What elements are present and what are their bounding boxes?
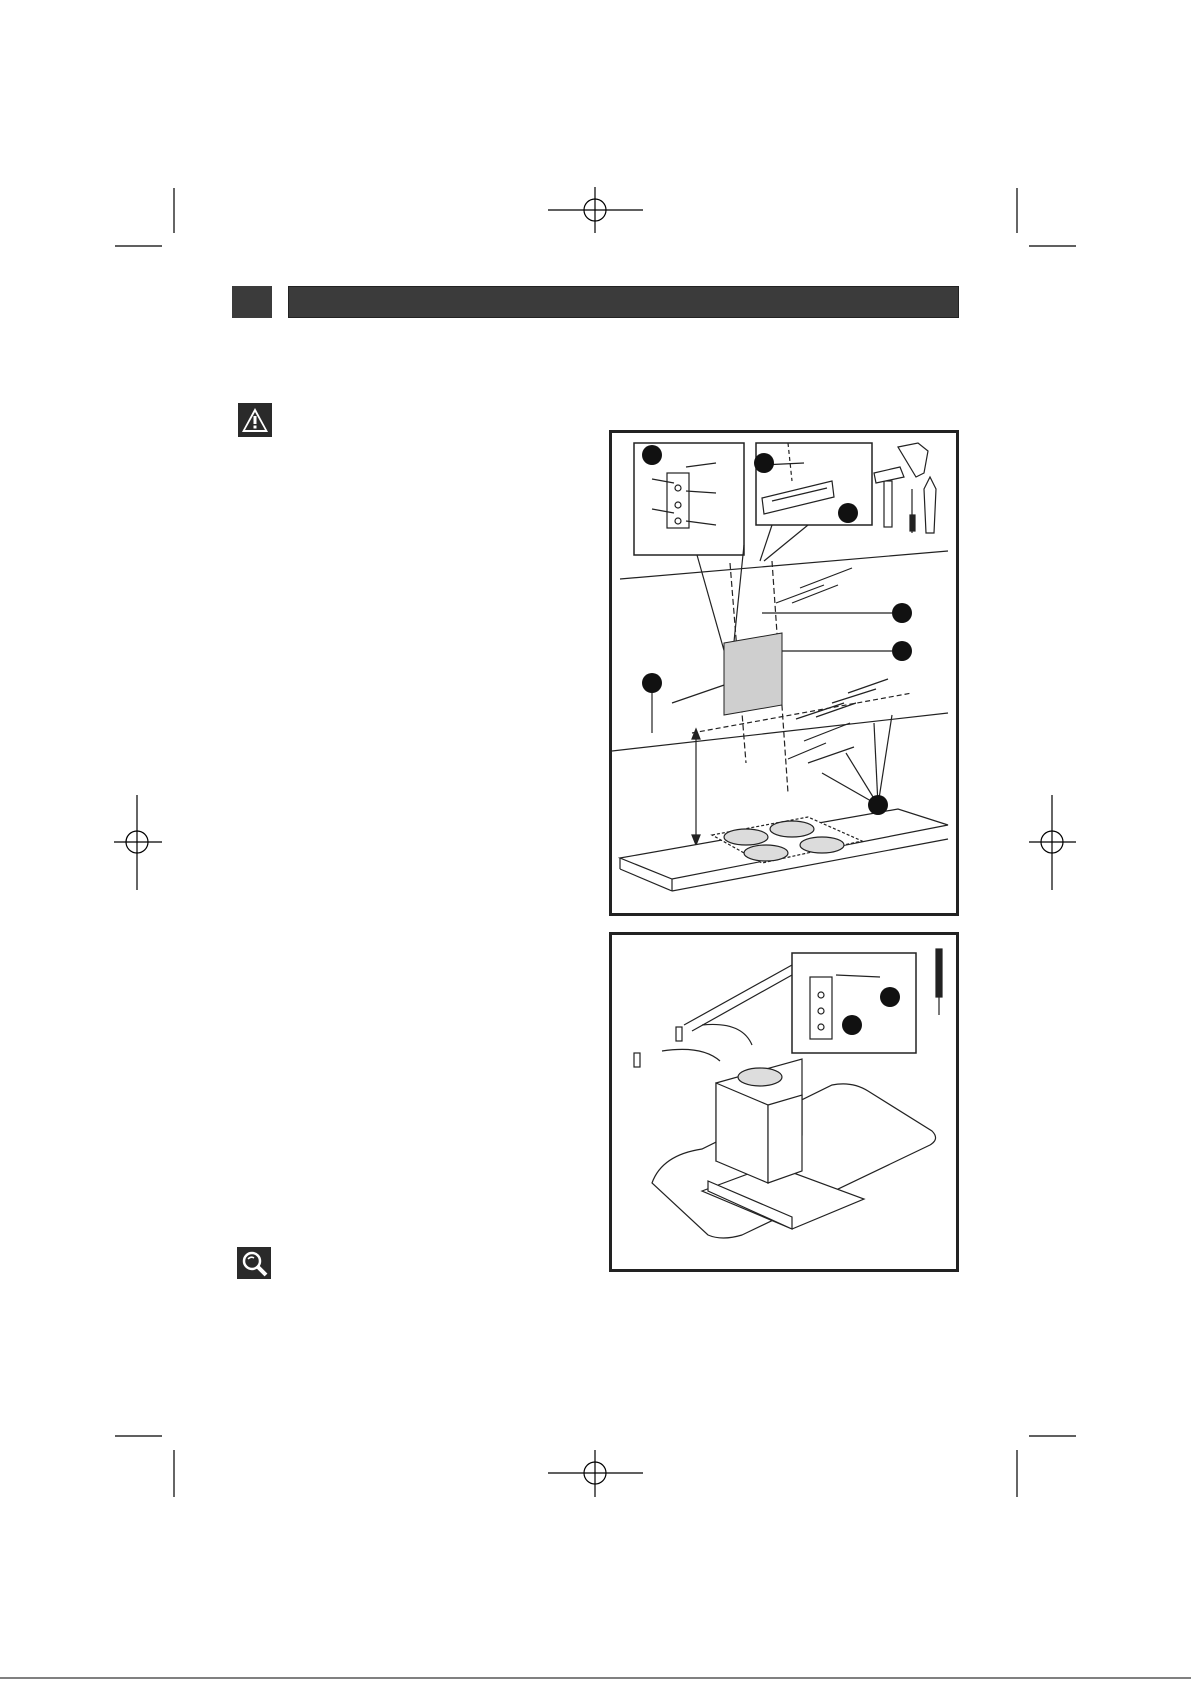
section-number-box (232, 286, 272, 318)
tools-group (874, 443, 936, 533)
section-title-bar (288, 286, 959, 318)
printer-slug (0, 1675, 1191, 1685)
figure-hood-mounting (609, 932, 959, 1272)
warning-triangle-icon (238, 403, 272, 437)
figure-wall-fixing-drawing (612, 433, 956, 913)
figure-hood-mounting-drawing (612, 935, 956, 1269)
magnifier-icon (237, 1247, 271, 1279)
figure-wall-fixing (609, 430, 959, 916)
